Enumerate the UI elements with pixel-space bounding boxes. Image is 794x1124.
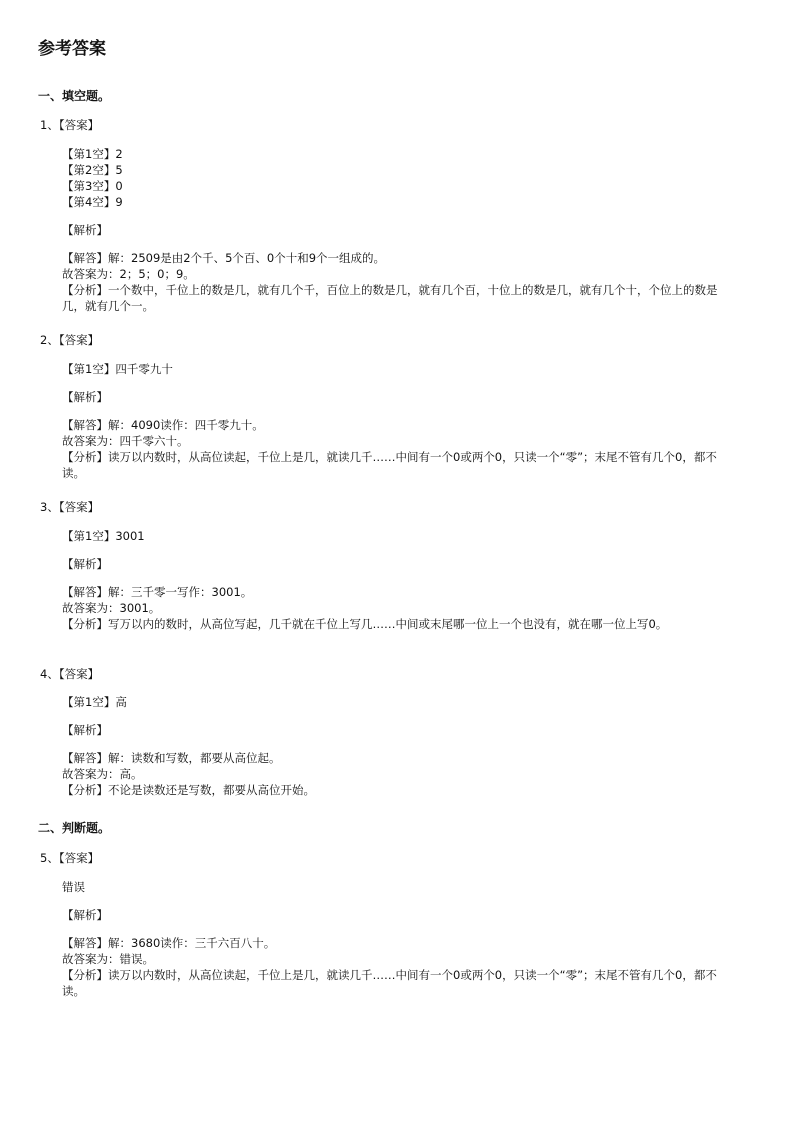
q4-explanation: 【分析】不论是读数还是写数，都要从高位开始。 — [62, 783, 315, 797]
question-2-head: 2、【答案】 — [40, 333, 100, 347]
q1-blank-3: 【第3空】0 — [62, 179, 123, 193]
q4-final-answer: 故答案为：高。 — [62, 767, 143, 781]
q4-analysis-body — [62, 750, 722, 798]
q2-analysis-label: 【解析】 — [62, 390, 108, 404]
q2-blank-1: 【第1空】四千零九十 — [62, 362, 173, 376]
q1-blank-2: 【第2空】5 — [62, 163, 123, 177]
q4-analysis-label: 【解析】 — [62, 723, 108, 737]
q5-solution: 【解答】解：3680读作：三千六百八十。 — [62, 936, 276, 950]
q2-final-answer: 故答案为：四千零六十。 — [62, 434, 189, 448]
q1-blank-4: 【第4空】9 — [62, 195, 123, 209]
q5-explanation: 【分析】读万以内数时，从高位读起，千位上是几，就读几千……中间有一个0或两个0，只读一个“零”；末尾不管有几个0，都不读。 — [62, 968, 717, 998]
q3-analysis-body — [62, 584, 722, 632]
q1-analysis-label: 【解析】 — [62, 223, 108, 237]
q4-solution: 【解答】解：读数和写数，都要从高位起。 — [62, 751, 281, 765]
q1-blank-1: 【第1空】2 — [62, 147, 123, 161]
q2-analysis-body — [62, 417, 722, 481]
q1-explanation: 【分析】一个数中，千位上的数是几，就有几个千，百位上的数是几，就有几个百，十位上的数是几，就有几个十，个位上的数是几，就有几个一。 — [62, 283, 718, 313]
q2-explanation: 【分析】读万以内数时，从高位读起，千位上是几，就读几千……中间有一个0或两个0，只读一个“零”；末尾不管有几个0，都不读。 — [62, 450, 717, 480]
q4-blank-1: 【第1空】高 — [62, 695, 127, 709]
q3-solution: 【解答】解：三千零一写作：3001。 — [62, 585, 253, 599]
question-4-head: 4、【答案】 — [40, 667, 100, 681]
q5-answer: 错误 — [62, 880, 85, 894]
q5-analysis-body — [62, 935, 722, 999]
question-1-head: 1、【答案】 — [40, 118, 100, 132]
q1-solution: 【解答】解：2509是由2个千、5个百、0个十和9个一组成的。 — [62, 251, 386, 265]
q5-final-answer: 故答案为：错误。 — [62, 952, 154, 966]
question-5-head: 5、【答案】 — [40, 851, 100, 865]
q3-final-answer: 故答案为：3001。 — [62, 601, 161, 615]
q3-explanation: 【分析】写万以内的数时，从高位写起，几千就在千位上写几……中间或末尾哪一位上一个也没有，就在哪一位上写0。 — [62, 617, 668, 631]
q3-blank-1: 【第1空】3001 — [62, 529, 145, 543]
page-title: 参考答案 — [38, 39, 106, 59]
section-heading-fill-in: 一、填空题。 — [38, 89, 111, 103]
q5-analysis-label: 【解析】 — [62, 908, 108, 922]
q2-solution: 【解答】解：4090读作：四千零九十。 — [62, 418, 264, 432]
question-3-head: 3、【答案】 — [40, 500, 100, 514]
q1-final-answer: 故答案为：2；5；0；9。 — [62, 267, 195, 281]
q1-analysis-body — [62, 250, 722, 314]
q3-analysis-label: 【解析】 — [62, 557, 108, 571]
section-heading-true-false: 二、判断题。 — [38, 821, 111, 835]
